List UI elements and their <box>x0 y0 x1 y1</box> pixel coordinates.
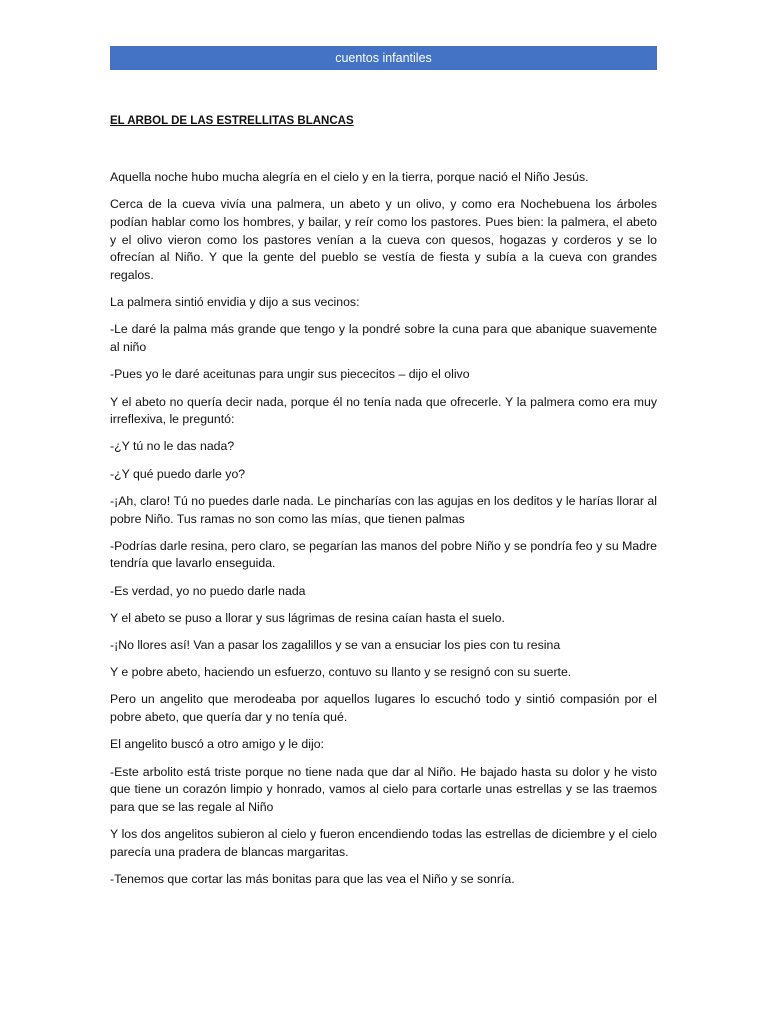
paragraph: -Este arbolito está triste porque no tiene nada que dar al Niño. He bajado hasta su dolor y he visto que tiene un corazón limpio y honrado, vamos al cielo para cortarle unas estrellas y se las traemos para que se las regale al Niño <box>110 764 657 814</box>
paragraph: -Podrías darle resina, pero claro, se pegarían las manos del pobre Niño y se pondría feo y su Madre tendría que lavarlo enseguida. <box>110 538 657 571</box>
paragraph: -Le daré la palma más grande que tengo y la pondré sobre la cuna para que abanique suavemente al niño <box>110 322 657 355</box>
paragraph: -¿Y tú no le das nada? <box>110 439 235 454</box>
paragraph: Cerca de la cueva vivía una palmera, un abeto y un olivo, y como era Nochebuena los árboles podían hablar como los hombres, y bailar, y reír como los pastores. Pues bien: la palmera, el abeto y el olivo vieron como los pastores venían a la cueva con quesos, hogazas y corderos y se lo ofrecían al Niño. Y que la gente del pueblo se vestía de fiesta y subía a la cueva con grandes regalos. <box>110 197 657 283</box>
header-label: cuentos infantiles <box>335 51 432 65</box>
document-page <box>110 46 657 898</box>
paragraph: Y el abeto se puso a llorar y sus lágrimas de resina caían hasta el suelo. <box>110 610 505 625</box>
story-title: EL ARBOL DE LAS ESTRELLITAS BLANCAS <box>110 115 354 127</box>
paragraph: Y los dos angelitos subieron al cielo y fueron encendiendo todas las estrellas de diciembre y el cielo parecía una pradera de blancas margaritas. <box>110 827 657 859</box>
paragraph: -Es verdad, yo no puedo darle nada <box>110 583 306 598</box>
paragraph: -¿Y qué puedo darle yo? <box>110 466 246 481</box>
paragraph: -Tenemos que cortar las más bonitas para que las vea el Niño y se sonría. <box>110 872 515 887</box>
paragraph: La palmera sintió envidia y dijo a sus vecinos: <box>110 295 360 310</box>
document-header <box>110 46 657 70</box>
paragraph: El angelito buscó a otro amigo y le dijo: <box>110 737 324 752</box>
story-body <box>110 169 657 889</box>
paragraph: Pero un angelito que merodeaba por aquellos lugares lo escuchó todo y sintió compasión por el pobre abeto, que quería dar y no tenía qué. <box>110 692 657 725</box>
paragraph: Y el abeto no quería decir nada, porque él no tenía nada que ofrecerle. Y la palmera como era muy irreflexiva, le preguntó: <box>110 394 657 427</box>
paragraph: -¡No llores así! Van a pasar los zagalillos y se van a ensuciar los pies con tu resina <box>110 638 561 653</box>
paragraph: -Pues yo le daré aceitunas para ungir sus piececitos – dijo el olivo <box>110 367 470 382</box>
paragraph: Aquella noche hubo mucha alegría en el cielo y en la tierra, porque nació el Niño Jesús. <box>110 170 589 184</box>
paragraph: -¡Ah, claro! Tú no puedes darle nada. Le pincharías con las agujas en los deditos y le harías llorar al pobre Niño. Tus ramas no son como las mías, que tienen palmas <box>110 493 657 526</box>
paragraph: Y e pobre abeto, haciendo un esfuerzo, contuvo su llanto y se resignó con su suerte. <box>110 665 572 680</box>
